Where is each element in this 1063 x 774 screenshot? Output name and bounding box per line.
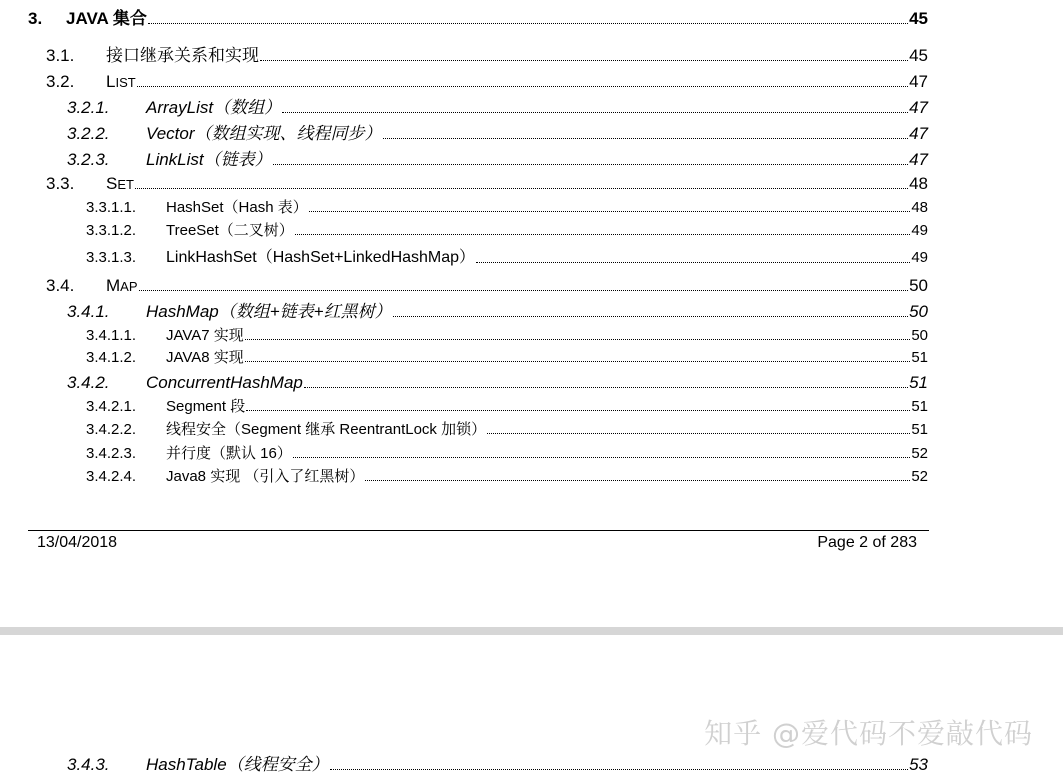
toc-entry-number: 3.4.1.: [67, 302, 110, 321]
toc-entry-title: Segment 段: [166, 398, 246, 415]
toc-entry-title: Vector（数组实现、线程同步）: [146, 124, 382, 143]
toc-title-rest: AP: [120, 279, 138, 294]
toc-entry-title: HashSet（Hash 表）: [166, 199, 308, 216]
toc-leader-dots: [282, 112, 908, 113]
toc-leader-dots: [293, 457, 910, 458]
toc-entry-number: 3.4.: [46, 276, 75, 295]
toc-entry-number: 3.2.: [46, 72, 75, 91]
toc-entry-number: 3.4.1.2.: [86, 349, 137, 366]
toc-entry-title: Java8 实现 （引入了红黑树）: [166, 468, 365, 485]
toc-entry-level4[interactable]: [86, 422, 928, 437]
toc-entry-page: 51: [911, 349, 928, 366]
toc-entry-number: 3.1.: [46, 46, 75, 65]
toc-entry-number: 3.2.1.: [67, 98, 110, 117]
toc-entry-number: 3.3.: [46, 174, 75, 193]
toc-entry-level4[interactable]: [86, 200, 928, 215]
toc-leader-dots: [139, 290, 909, 291]
toc-entry-level4[interactable]: [86, 446, 928, 461]
toc-leader-dots: [295, 234, 911, 235]
toc-entry-level3[interactable]: [67, 99, 928, 116]
toc-entry-number: 3.4.2.1.: [86, 398, 137, 415]
toc-entry-title: 接口继承关系和实现: [106, 46, 259, 65]
toc-title-rest: ET: [117, 177, 134, 192]
toc-entry-level4[interactable]: [86, 350, 928, 365]
toc-entry-title: 线程安全（Segment 继承 ReentrantLock 加锁）: [166, 421, 487, 438]
toc-entry-page: 52: [911, 445, 928, 462]
toc-entry-title: HashTable（线程安全）: [146, 755, 329, 774]
toc-entry-page: 50: [909, 276, 928, 295]
toc-entry-page: 53: [909, 755, 928, 774]
toc-entry-level3[interactable]: [67, 756, 928, 773]
toc-entry-number: 3.4.3.: [67, 755, 110, 774]
toc-entry-number: 3.: [28, 9, 43, 28]
toc-leader-dots: [148, 23, 908, 24]
toc-entry-page: 52: [911, 468, 928, 485]
toc-title-initial: M: [106, 276, 121, 295]
toc-entry-page: 50: [909, 302, 928, 321]
toc-entry-number: 3.4.2.4.: [86, 468, 137, 485]
toc-leader-dots: [476, 262, 910, 263]
toc-entry-level4[interactable]: [86, 250, 928, 266]
toc-leader-dots: [246, 410, 910, 411]
toc-leader-dots: [365, 480, 910, 481]
toc-entry-page: 48: [909, 174, 928, 193]
toc-entry-title: 并行度（默认 16）: [166, 445, 292, 462]
toc-title-rest: IST: [115, 75, 136, 90]
toc-entry-page: 47: [909, 124, 928, 143]
footer-date: 13/04/2018: [37, 534, 118, 551]
toc-entry-number: 3.2.2.: [67, 124, 110, 143]
toc-entry-level2[interactable]: [46, 47, 928, 64]
toc-entry-level3[interactable]: [67, 125, 928, 142]
toc-entry-number: 3.3.1.3.: [86, 249, 137, 266]
toc-leader-dots: [304, 387, 908, 388]
toc-entry-title: JAVA7 实现: [166, 327, 244, 344]
footer-page-number: Page 2 of 283: [817, 534, 917, 551]
toc-entry-page: 49: [911, 222, 928, 239]
toc-leader-dots: [330, 769, 908, 770]
toc-leader-dots: [137, 86, 908, 87]
toc-leader-dots: [260, 60, 908, 61]
toc-entry-level4[interactable]: [86, 328, 928, 343]
toc-entry-number: 3.4.2.3.: [86, 445, 137, 462]
toc-entry-title: LinkList（链表）: [146, 150, 272, 169]
toc-entry-page: 51: [911, 398, 928, 415]
toc-entry-page: 49: [911, 249, 928, 266]
toc-entry-number: 3.2.3.: [67, 150, 110, 169]
toc-entry-page: 50: [911, 327, 928, 344]
toc-entry-title: [106, 277, 138, 294]
toc-entry-title: ArrayList（数组）: [146, 98, 282, 117]
toc-entry-number: 3.3.1.1.: [86, 199, 137, 216]
toc-title-initial: S: [106, 174, 118, 193]
toc-entry-level1[interactable]: [28, 10, 928, 27]
toc-entry-title: LinkHashSet（HashSet+LinkedHashMap）: [166, 249, 476, 266]
footer-rule: [28, 530, 929, 531]
toc-leader-dots: [273, 164, 908, 165]
toc-leader-dots: [245, 339, 911, 340]
toc-leader-dots: [383, 138, 909, 139]
watermark-text: 知乎 @爱代码不爱敲代码: [704, 717, 1033, 750]
toc-leader-dots: [393, 316, 908, 317]
toc-entry-level2[interactable]: [46, 277, 928, 294]
toc-entry-page: 47: [909, 72, 928, 91]
toc-entry-number: 3.4.2.: [67, 373, 110, 392]
toc-entry-title: JAVA8 实现: [166, 349, 244, 366]
toc-entry-level4[interactable]: [86, 399, 928, 414]
toc-leader-dots: [487, 433, 910, 434]
toc-entry-page: 45: [909, 46, 928, 65]
toc-entry-level3[interactable]: [67, 303, 928, 320]
toc-entry-page: 51: [909, 373, 928, 392]
toc-entry-page: 47: [909, 98, 928, 117]
toc-title-initial: L: [106, 72, 116, 91]
toc-entry-level3[interactable]: [67, 151, 928, 168]
toc-leader-dots: [245, 361, 911, 362]
toc-entry-title: TreeSet（二叉树）: [166, 222, 294, 239]
toc-entry-page: 51: [911, 421, 928, 438]
toc-entry-number: 3.4.1.1.: [86, 327, 137, 344]
page-separator: [0, 627, 1063, 635]
document-next-page: [0, 635, 1063, 773]
toc-entry-level4[interactable]: [86, 469, 928, 484]
toc-entry-title: [106, 175, 134, 192]
toc-entry-title: JAVA 集合: [66, 9, 147, 28]
toc-entry-page: 45: [909, 9, 928, 28]
toc-entry-page: 48: [911, 199, 928, 216]
toc-entry-title: HashMap（数组+链表+红黑树）: [146, 302, 392, 321]
toc-entry-level3[interactable]: [67, 374, 928, 391]
toc-entry-level4[interactable]: [86, 223, 928, 238]
toc-entry-title: [106, 73, 136, 90]
toc-entry-page: 47: [909, 150, 928, 169]
toc-entry-level2[interactable]: [46, 73, 928, 90]
toc-leader-dots: [135, 188, 908, 189]
toc-entry-level2[interactable]: [46, 175, 928, 192]
toc-entry-number: 3.4.2.2.: [86, 421, 137, 438]
toc-entry-title: ConcurrentHashMap: [146, 373, 303, 392]
toc-leader-dots: [309, 211, 911, 212]
toc-entry-number: 3.3.1.2.: [86, 222, 137, 239]
